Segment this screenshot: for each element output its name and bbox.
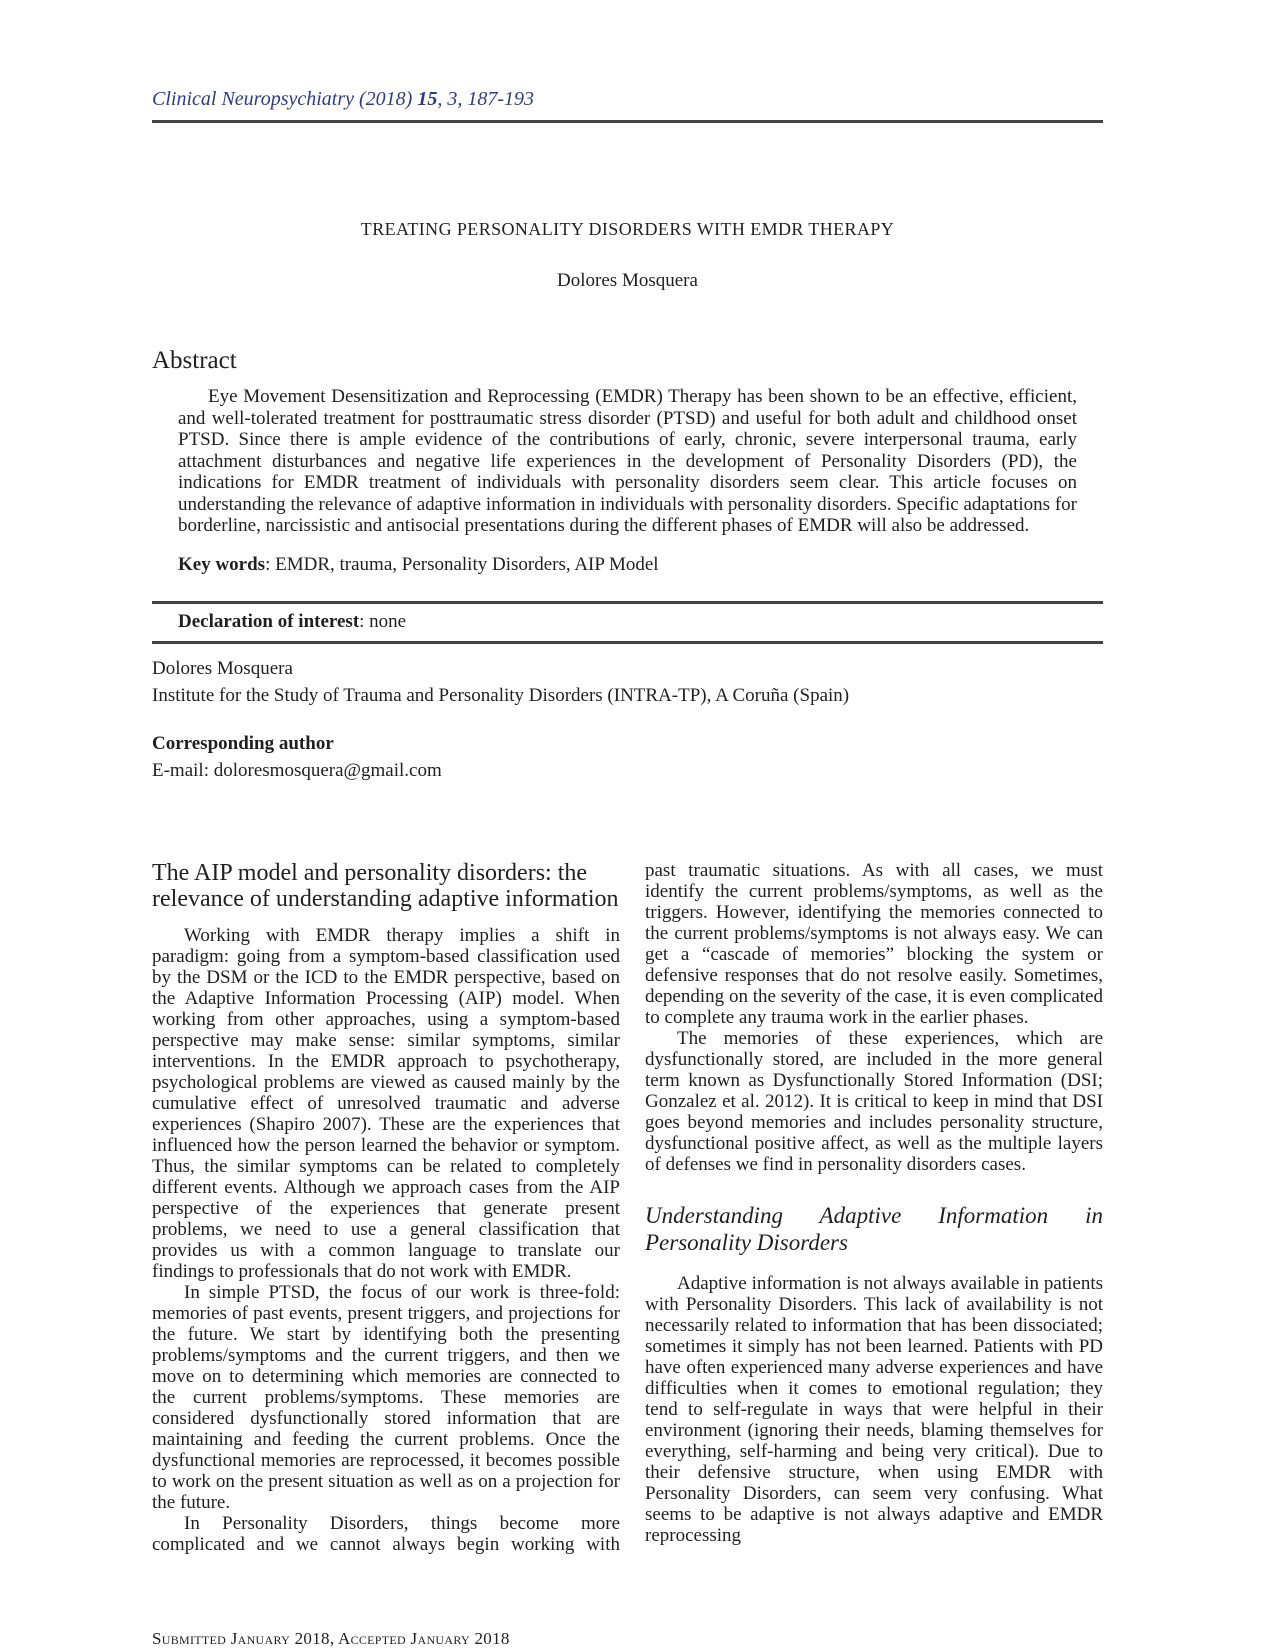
keywords-label: Key words — [178, 553, 266, 575]
corresponding-author-label: Corresponding author — [152, 732, 334, 754]
keywords-values: : EMDR, trauma, Personality Disorders, AIP Model — [265, 553, 659, 575]
body-paragraph: The memories of these experiences, which are dysfunctionally stored, are included in the more general term known as Dysfunctionally Stored Information (DSI; Gonzalez et al. 2012). It is critical to keep in mind that DSI goes beyond memories and includes personality structure, dysfunctional positive affect, as well as the multiple layers of defenses we find in personality disorders cases. — [645, 1027, 1103, 1175]
corresponding-author-block — [152, 730, 1103, 784]
left-column — [152, 860, 620, 1555]
declaration-of-interest-block — [152, 601, 1103, 644]
body-paragraph: Adaptive information is not always available in patients with Personality Disorders. This lack of availability is not necessarily related to information that has been dissociated; sometimes it simply has not been learned. Patients with PD have often experienced many adverse experiences and have difficulties when it comes to emotional regulation; they tend to self-regulate in ways that were helpful in their environment (ignoring their needs, blaming themselves for everything, self-harming and being very critical). Due to their defensive structure, when using EMDR with Personality Disorders, can seem very confusing. What seems to be adaptive is not always adaptive and EMDR reprocessing — [645, 1272, 1103, 1546]
right-column — [645, 860, 1103, 1555]
paper-title: TREATING PERSONALITY DISORDERS WITH EMDR THERAPY — [360, 219, 895, 239]
journal-issue-pages: , 3, 187-193 — [437, 88, 535, 110]
author-info-block — [152, 655, 1103, 709]
body-paragraph: past traumatic situations. As with all cases, we must identify the current problems/symptoms, as well as the triggers. However, identifying the memories connected to the current problems/symptoms is not always easy. We can get a “cascade of memories” blocking the system or defensive responses that do not resolve easily. Sometimes, depending on the severity of the case, it is even complicated to complete any trauma work in the earlier phases. — [645, 859, 1103, 1028]
submission-dates-footnote: Submitted January 2018, Accepted January 2018 — [152, 1629, 510, 1648]
author-affiliation: Institute for the Study of Trauma and Personality Disorders (INTRA-TP), A Coruña (Spain) — [152, 684, 850, 706]
section-heading-aip-model: The AIP model and personality disorders: the relevance of understanding adaptive information — [152, 859, 619, 912]
declaration-line — [178, 611, 1077, 633]
abstract-text: Eye Movement Desensitization and Reprocessing (EMDR) Therapy has been shown to be an effective, efficient, and well-tolerated treatment for posttraumatic stress disorder (PTSD) and useful for both adult and childhood onset PTSD. Since there is ample evidence of the contributions of early, chronic, severe interpersonal trauma, early attachment disturbances and negative life experiences in the development of Personality Disorders (PD), the indications for EMDR treatment of individuals with personality disorders seem clear. This article focuses on understanding the relevance of adaptive information in individuals with personality disorders. Specific adaptations for borderline, narcissistic and antisocial presentations during the different phases of EMDR will also be addressed. — [178, 386, 1077, 536]
abstract-heading: Abstract — [152, 347, 237, 374]
journal-volume: 15 — [417, 88, 438, 110]
journal-name-year: Clinical Neuropsychiatry (2018) — [152, 88, 418, 110]
subheading-understanding-adaptive-information: Understanding Adaptive Information in Personality Disorders — [645, 1202, 1103, 1255]
keywords-line — [178, 554, 1077, 576]
paper-author: Dolores Mosquera — [557, 270, 698, 291]
journal-reference-header — [152, 88, 1103, 123]
corresponding-author-email: E-mail: doloresmosquera@gmail.com — [152, 759, 442, 781]
two-column-body — [152, 860, 1103, 1555]
body-paragraph: In simple PTSD, the focus of our work is three-fold: memories of past events, present triggers, and projections for the future. We start by identifying both the presenting problems/symptoms and the current triggers, and then we move on to determining which memories are connected to the current problems/symptoms. These memories are considered dysfunctionally stored information that are maintaining and feeding the current problems. Once the dysfunctional memories are reprocessed, it becomes possible to work on the present situation as well as on a projection for the future. — [152, 1281, 620, 1513]
author-name: Dolores Mosquera — [152, 657, 293, 679]
body-paragraph: In Personality Disorders, things become more complicated and we cannot always begin working with — [152, 1512, 620, 1555]
body-paragraph: Working with EMDR therapy implies a shift in paradigm: going from a symptom-based classification used by the DSM or the ICD to the EMDR perspective, based on the Adaptive Information Processing (AIP) model. When working from other approaches, using a symptom-based perspective may make sense: similar symptoms, similar interventions. In the EMDR approach to psychotherapy, psychological problems are viewed as caused mainly by the cumulative effect of unresolved traumatic and adverse experiences (Shapiro 2007). These are the experiences that influenced how the person learned the behavior or symptom. Thus, the similar symptoms can be related to completely different events. Although we approach cases from the AIP perspective of the experiences that generate present problems, we need to use a general classification that provides us with a common language to translate our findings to professionals that do not work with EMDR. — [152, 924, 620, 1282]
declaration-label: Declaration of interest — [178, 610, 360, 632]
declaration-value: : none — [359, 610, 407, 632]
